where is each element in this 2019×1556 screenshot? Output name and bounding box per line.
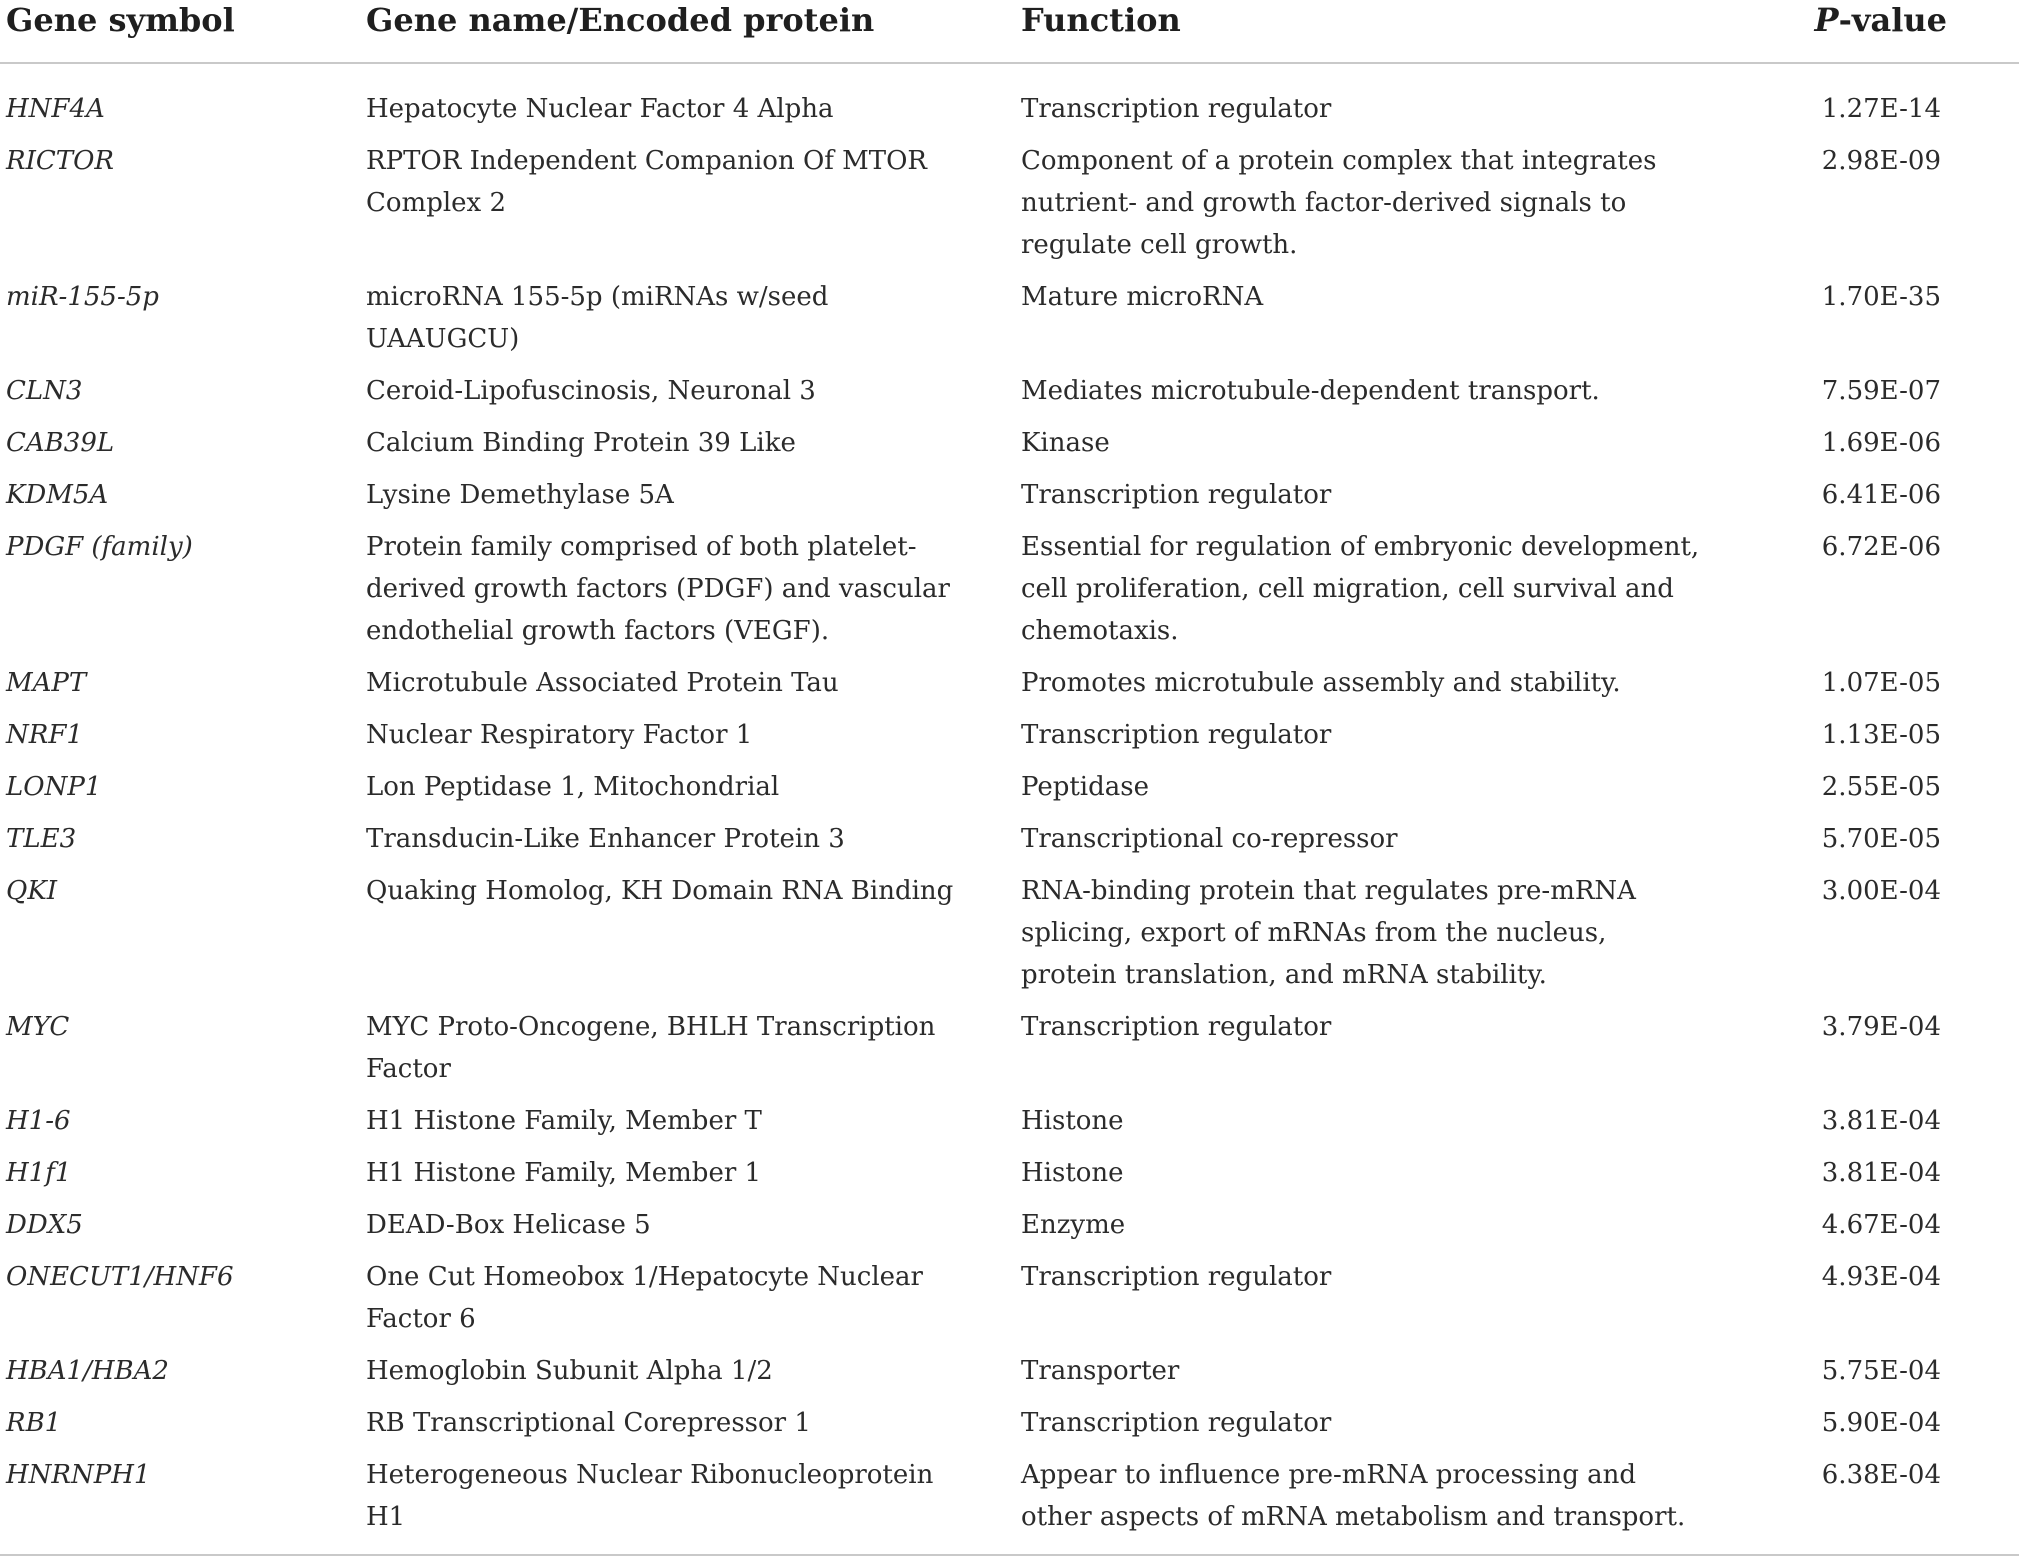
gene-name-cell: Nuclear Respiratory Factor 1: [366, 720, 753, 750]
function-cell: Transcription regulator: [1021, 94, 1332, 124]
header-function: Function: [1015, 0, 1795, 63]
table-row: [0, 766, 2019, 818]
p-value-cell: 1.13E-05: [1821, 720, 1941, 750]
gene-symbol-cell: RICTOR: [6, 146, 114, 176]
function-cell: Transporter: [1021, 1356, 1180, 1386]
function-cell: Peptidase: [1021, 772, 1149, 802]
function-cell: Transcription regulator: [1021, 720, 1332, 750]
gene-symbol-cell: RB1: [6, 1408, 62, 1438]
table-row: [0, 63, 2019, 140]
header-gene-symbol: Gene symbol: [0, 0, 360, 63]
p-value-cell: 1.70E-35: [1821, 282, 1941, 312]
header-row: [0, 0, 2019, 63]
table-row: [0, 1256, 2019, 1350]
gene-symbol-cell: HBA1/HBA2: [6, 1356, 169, 1386]
table-row: [0, 1100, 2019, 1152]
function-cell: Mature microRNA: [1021, 282, 1264, 312]
table-row: [0, 1204, 2019, 1256]
gene-name-cell: H1 Histone Family, Member 1: [366, 1158, 762, 1188]
table-row: [0, 714, 2019, 766]
table-row: [0, 1006, 2019, 1100]
table-row: [0, 1454, 2019, 1555]
gene-symbol-cell: miR-155-5p: [6, 282, 159, 312]
function-cell: Appear to influence pre-mRNA processing and other aspects of mRNA metabolism and transport.: [1015, 1454, 1795, 1555]
table-row: [0, 1350, 2019, 1402]
gene-symbol-cell: PDGF (family): [6, 532, 193, 562]
table-row: [0, 662, 2019, 714]
p-value-cell: 1.27E-14: [1821, 94, 1941, 124]
gene-symbol-cell: MYC: [6, 1012, 70, 1042]
gene-name-cell: Lysine Demethylase 5A: [366, 480, 674, 510]
gene-name-cell: Hemoglobin Subunit Alpha 1/2: [366, 1356, 773, 1386]
header-p-value: [1795, 0, 2019, 63]
p-value-cell: 5.75E-04: [1821, 1356, 1941, 1386]
table-row: [0, 474, 2019, 526]
p-value-cell: 5.90E-04: [1821, 1408, 1941, 1438]
gene-symbol-cell: KDM5A: [6, 480, 109, 510]
function-cell: Transcription regulator: [1021, 480, 1332, 510]
function-cell: Histone: [1021, 1158, 1124, 1188]
table-row: [0, 818, 2019, 870]
p-value-cell: 6.38E-04: [1795, 1454, 2019, 1555]
gene-name-cell: RPTOR Independent Companion Of MTOR Complex 2: [366, 146, 928, 218]
p-value-cell: 6.41E-06: [1821, 480, 1941, 510]
gene-name-cell: Heterogeneous Nuclear Ribonucleoprotein H1: [360, 1454, 1015, 1555]
function-cell: Transcription regulator: [1021, 1012, 1332, 1042]
gene-name-cell: RB Transcriptional Corepressor 1: [366, 1408, 811, 1438]
gene-symbol-cell: QKI: [6, 876, 58, 906]
gene-symbol-cell: TLE3: [6, 824, 77, 854]
p-value-cell: 5.70E-05: [1821, 824, 1941, 854]
table-body: [0, 63, 2019, 1555]
gene-name-cell: Quaking Homolog, KH Domain RNA Binding: [366, 876, 954, 906]
p-value-cell: 6.72E-06: [1821, 532, 1941, 562]
gene-symbol-cell: H1-6: [6, 1106, 71, 1136]
table-row: [0, 276, 2019, 370]
p-value-cell: 3.79E-04: [1821, 1012, 1941, 1042]
p-value-cell: 1.07E-05: [1821, 668, 1941, 698]
p-value-cell: 1.69E-06: [1821, 428, 1941, 458]
gene-name-cell: H1 Histone Family, Member T: [366, 1106, 762, 1136]
p-value-cell: 3.00E-04: [1821, 876, 1941, 906]
table-row: [0, 140, 2019, 276]
gene-symbol-cell: HNRNPH1: [0, 1454, 360, 1555]
gene-name-cell: Hepatocyte Nuclear Factor 4 Alpha: [366, 94, 834, 124]
gene-name-cell: DEAD-Box Helicase 5: [366, 1210, 651, 1240]
function-cell: Transcription regulator: [1021, 1262, 1332, 1292]
table-header: [0, 0, 2019, 63]
table-row: [0, 370, 2019, 422]
gene-name-cell: Calcium Binding Protein 39 Like: [366, 428, 796, 458]
gene-name-cell: Transducin-Like Enhancer Protein 3: [366, 824, 845, 854]
function-cell: Component of a protein complex that integrates nutrient- and growth factor-derived signals to regulate cell growth.: [1021, 146, 1657, 260]
function-cell: Transcription regulator: [1021, 1408, 1332, 1438]
gene-name-cell: One Cut Homeobox 1/Hepatocyte Nuclear Factor 6: [366, 1262, 923, 1334]
function-cell: Histone: [1021, 1106, 1124, 1136]
gene-name-cell: Ceroid-Lipofuscinosis, Neuronal 3: [366, 376, 816, 406]
p-value-cell: 2.98E-09: [1821, 146, 1941, 176]
gene-symbol-cell: H1f1: [6, 1158, 72, 1188]
gene-name-cell: microRNA 155-5p (miRNAs w/seed UAAUGCU): [366, 282, 829, 354]
function-cell: Essential for regulation of embryonic development, cell proliferation, cell migration, cell survival and chemotaxis.: [1021, 532, 1700, 646]
function-cell: Mediates microtubule-dependent transport.: [1021, 376, 1600, 406]
table-row: [0, 870, 2019, 1006]
gene-symbol-cell: ONECUT1/HNF6: [6, 1262, 234, 1292]
table-row: [0, 1152, 2019, 1204]
header-gene-name: Gene name/Encoded protein: [360, 0, 1015, 63]
function-cell: Kinase: [1021, 428, 1110, 458]
table-row: [0, 422, 2019, 474]
p-value-cell: 7.59E-07: [1821, 376, 1941, 406]
p-value-cell: 4.67E-04: [1821, 1210, 1941, 1240]
gene-name-cell: MYC Proto-Oncogene, BHLH Transcription Factor: [366, 1012, 936, 1084]
table-row: [0, 526, 2019, 662]
header-p-rest: -value: [1838, 1, 1947, 39]
gene-symbol-cell: CLN3: [6, 376, 83, 406]
gene-name-cell: Microtubule Associated Protein Tau: [366, 668, 839, 698]
header-p-italic: P: [1814, 1, 1839, 39]
gene-symbol-cell: DDX5: [6, 1210, 83, 1240]
function-cell: RNA-binding protein that regulates pre-mRNA splicing, export of mRNAs from the nucleus, protein translation, and mRNA stability.: [1021, 876, 1636, 990]
p-value-cell: 3.81E-04: [1821, 1106, 1941, 1136]
p-value-cell: 4.93E-04: [1821, 1262, 1941, 1292]
gene-symbol-cell: MAPT: [6, 668, 87, 698]
gene-symbol-cell: NRF1: [6, 720, 83, 750]
gene-name-cell: Protein family comprised of both platelet-derived growth factors (PDGF) and vascular endothelial growth factors (VEGF).: [366, 532, 950, 646]
gene-name-cell: Lon Peptidase 1, Mitochondrial: [366, 772, 780, 802]
function-cell: Promotes microtubule assembly and stability.: [1021, 668, 1621, 698]
gene-symbol-cell: LONP1: [6, 772, 102, 802]
p-value-cell: 3.81E-04: [1821, 1158, 1941, 1188]
function-cell: Transcriptional co-repressor: [1021, 824, 1398, 854]
gene-symbol-cell: CAB39L: [6, 428, 115, 458]
function-cell: Enzyme: [1021, 1210, 1126, 1240]
gene-symbol-cell: HNF4A: [6, 94, 105, 124]
table-row: [0, 1402, 2019, 1454]
p-value-cell: 2.55E-05: [1821, 772, 1941, 802]
